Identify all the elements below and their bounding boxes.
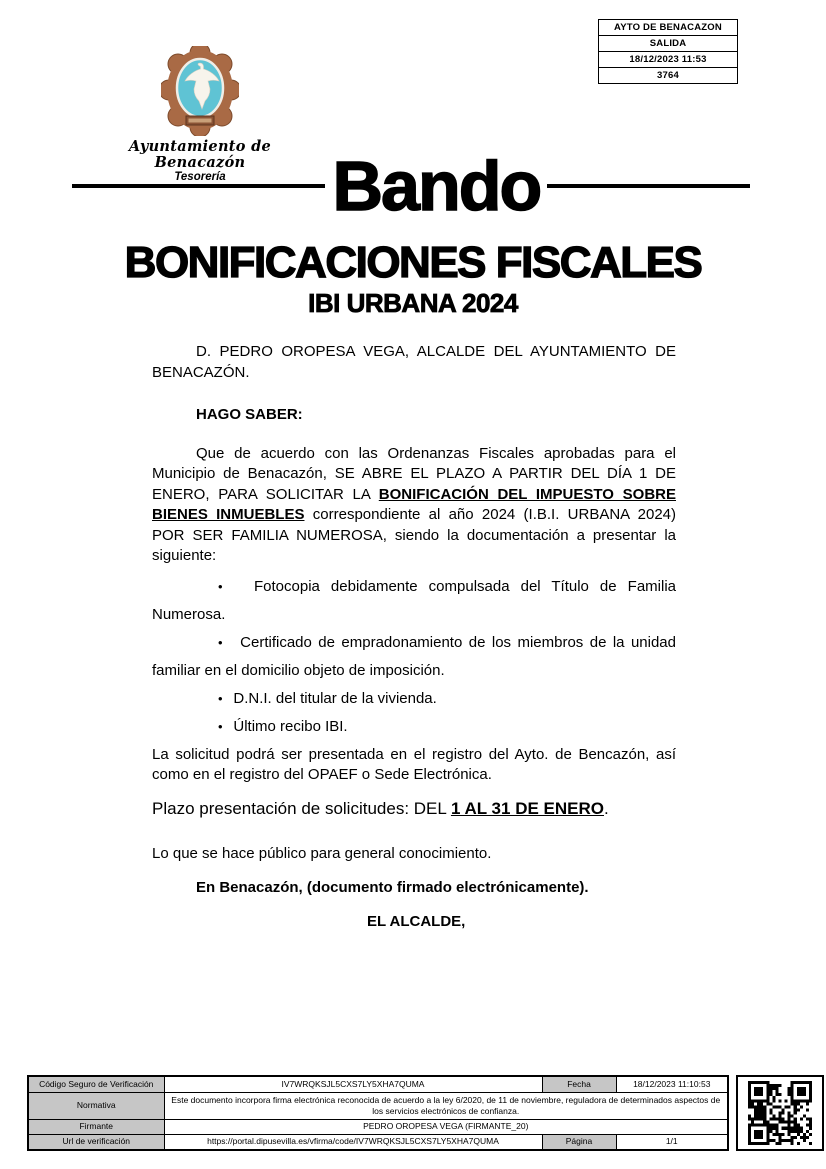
url-label: Url de verificación xyxy=(28,1134,164,1150)
csv-value: IV7WRQKSJL5CXS7LY5XHA7QUMA xyxy=(164,1076,542,1092)
presentation-paragraph: La solicitud podrá ser presentada en el registro del Ayto. de Bencazón, así como en el registro del OPAEF o Sede Electrónica. xyxy=(152,745,676,783)
banner-rule-right xyxy=(547,184,750,188)
main-paragraph-highlight: BONIFICACIÓN DEL IMPUESTO SOBRE BIENES INMUEBLES xyxy=(152,485,676,523)
list-item: • D.N.I. del titular de la vivienda. xyxy=(152,685,676,713)
bando-banner xyxy=(72,147,750,225)
org-department: Tesorería xyxy=(174,171,226,183)
stamp-org: AYTO DE BENACAZON xyxy=(599,20,737,36)
main-paragraph-pre: Que de acuerdo con las Ordenanzas Fiscales aprobadas para el Municipio de Benacazón, SE ABRE EL PLAZO A PARTIR DEL DÍA 1 DE ENERO, PARA SOLICITAR LA xyxy=(152,444,676,503)
pagina-label: Página xyxy=(542,1134,616,1150)
deadline-dates: 1 AL 31 DE ENERO xyxy=(450,798,604,818)
stamp-number: 3764 xyxy=(657,70,679,81)
list-item: • Certificado de empradonamiento de los miembros de la unidad familiar en el domicilio objeto de imposición. xyxy=(152,629,676,685)
document-body xyxy=(152,342,676,932)
document-subtitle: IBI URBANA 2024 xyxy=(308,288,518,318)
normativa-value: Este documento incorpora firma electrónica reconocida de acuerdo a la ley 6/2020, de 11 de noviembre, reguladora de determinados aspectos de los servicios electrónicos de confianza. xyxy=(164,1092,728,1119)
deadline-post: . xyxy=(604,798,609,818)
table-row xyxy=(28,1092,728,1119)
intro-paragraph: D. PEDRO OROPESA VEGA, ALCALDE DEL AYUNTAMIENTO DE BENACAZÓN. xyxy=(152,343,676,381)
document-title: BONIFICACIONES FISCALES xyxy=(124,238,702,287)
banner-rule-left xyxy=(72,184,325,188)
verification-footer xyxy=(27,1075,824,1151)
firmante-label: Firmante xyxy=(28,1119,164,1134)
municipal-seal-icon xyxy=(161,46,239,136)
verification-table xyxy=(27,1075,729,1151)
main-paragraph xyxy=(152,444,676,567)
table-row xyxy=(28,1134,728,1150)
requirements-list xyxy=(152,573,676,741)
main-paragraph-post: correspondiente al año 2024 (I.B.I. URBANA 2024) POR SER FAMILIA NUMEROSA, siendo la documentación a presentar la siguiente: xyxy=(152,506,677,564)
stamp-type: SALIDA xyxy=(599,36,737,52)
url-value[interactable]: https://portal.dipusevilla.es/vfirma/code/IV7WRQKSJL5CXS7LY5XHA7QUMA xyxy=(164,1134,542,1150)
signature-place: En Benacazón, (documento firmado electrónicamente). xyxy=(196,879,589,896)
qr-code xyxy=(736,1075,824,1151)
deadline-paragraph xyxy=(152,798,676,820)
org-name: Ayuntamiento de Benacazón xyxy=(128,138,272,171)
registry-stamp xyxy=(598,19,738,84)
list-item: • Fotocopia debidamente compulsada del Título de Familia Numerosa. xyxy=(152,573,676,629)
pagina-value: 1/1 xyxy=(616,1134,728,1150)
table-row xyxy=(28,1119,728,1134)
banner-word: Bando xyxy=(332,147,541,225)
firmante-value: PEDRO OROPESA VEGA (FIRMANTE_20) xyxy=(164,1119,728,1134)
fecha-label: Fecha xyxy=(542,1076,616,1092)
fecha-value: 18/12/2023 11:10:53 xyxy=(616,1076,728,1092)
normativa-label: Normativa xyxy=(28,1092,164,1119)
deadline-pre: Plazo presentación de solicitudes: DEL xyxy=(152,798,451,818)
stamp-datetime: 18/12/2023 11:53 xyxy=(599,52,737,68)
hago-saber-heading: HAGO SABER: xyxy=(196,406,303,423)
table-row xyxy=(28,1076,728,1092)
signature-title: EL ALCALDE, xyxy=(367,912,466,930)
csv-label: Código Seguro de Verificación xyxy=(28,1076,164,1092)
public-notice-paragraph: Lo que se hace público para general conocimiento. xyxy=(152,844,492,862)
list-item: • Último recibo IBI. xyxy=(152,713,676,741)
